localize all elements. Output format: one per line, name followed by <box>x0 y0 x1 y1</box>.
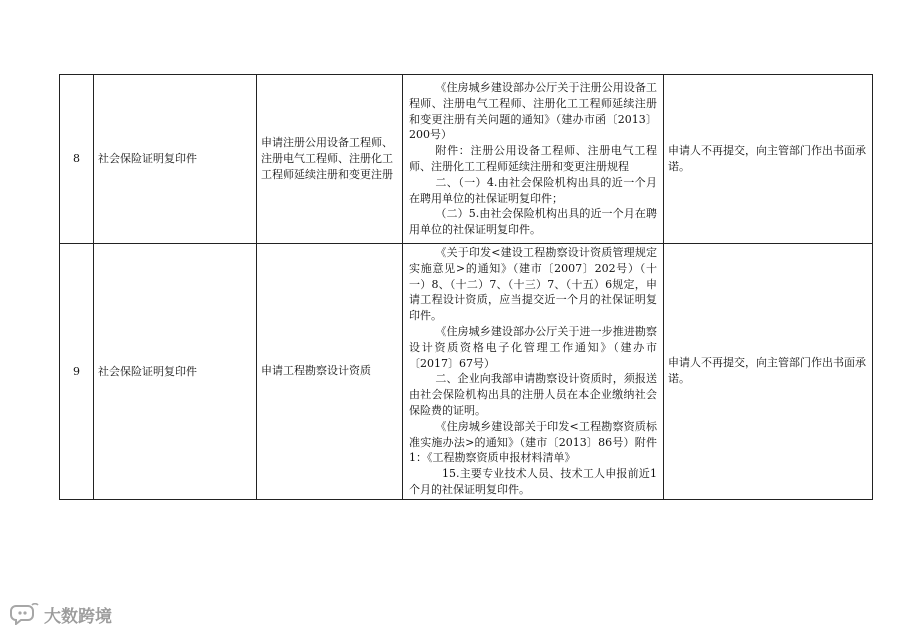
speech-bubble-logo-icon <box>10 603 40 625</box>
solution-cell: 申请人不再提交，向主管部门作出书面承诺。 <box>664 244 873 500</box>
basis-paragraph: 附件：注册公用设备工程师、注册电气工程师、注册化工工程师延续注册和变更注册规程 <box>409 144 657 173</box>
procedure-cell: 申请注册公用设备工程师、注册电气工程师、注册化工工程师延续注册和变更注册 <box>257 75 403 244</box>
basis-paragraph: 《住房城乡建设部办公厅关于进一步推进勘察设计资质资格电子化管理工作通知》（建办市〔2017〕67号） <box>409 324 657 370</box>
table-row <box>60 75 873 244</box>
row-number-cell: 8 <box>60 75 94 244</box>
item-cell: 社会保险证明复印件 <box>94 75 257 244</box>
basis-paragraph: 二、（一）4.由社会保险机构出具的近一个月在聘用单位的社保证明复印件； <box>409 175 657 205</box>
watermark-text: 大数跨境 <box>44 606 112 627</box>
certificate-table <box>59 74 873 500</box>
basis-paragraph: 《关于印发<建设工程勘察设计资质管理规定实施意见>的通知》（建市〔2007〕202号）（十一）8、（十二）7、（十三）7、（十五）6规定，申请工程设计资质，应当提交近一个月的社保证明复印件。 <box>409 246 657 323</box>
procedure-cell: 申请工程勘察设计资质 <box>257 244 403 500</box>
solution-cell: 申请人不再提交，向主管部门作出书面承诺。 <box>664 75 873 244</box>
item-cell: 社会保险证明复印件 <box>94 244 257 500</box>
watermark <box>10 601 112 627</box>
basis-paragraph: 《住房城乡建设部关于印发<工程勘察资质标准实施办法>的通知》（建市〔2013〕86号）附件1：《工程勘察资质申报材料清单》 <box>409 419 657 465</box>
basis-paragraph: 二、企业向我部申请勘察设计资质时，须报送由社会保险机构出具的注册人员在本企业缴纳社会保险费的证明。 <box>409 372 657 417</box>
basis-cell <box>403 244 664 500</box>
basis-paragraph: 《住房城乡建设部办公厅关于注册公用设备工程师、注册电气工程师、注册化工工程师延续注册和变更注册有关问题的通知》（建办市函〔2013〕200号） <box>409 81 657 142</box>
basis-paragraph: 15.主要专业技术人员、技术工人申报前近1个月的社保证明复印件。 <box>409 467 657 496</box>
table-row <box>60 244 873 500</box>
row-number-cell: 9 <box>60 244 94 500</box>
basis-paragraph: （二）5.由社会保险机构出具的近一个月在聘用单位的社保证明复印件。 <box>409 207 657 237</box>
basis-cell <box>403 75 664 244</box>
